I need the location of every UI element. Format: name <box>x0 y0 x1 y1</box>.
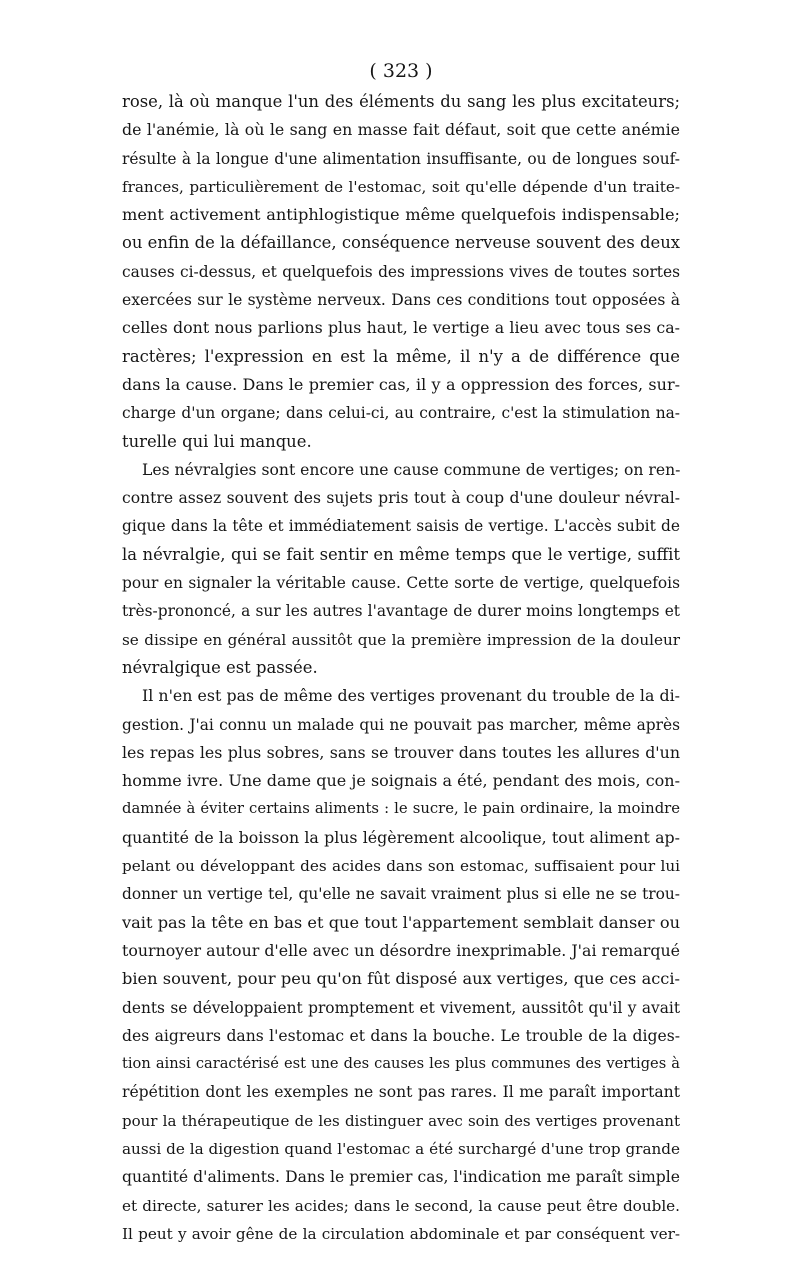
text-line: quantité de la boisson la plus légèrement alcoolique, tout aliment ap- <box>122 827 680 847</box>
text-line: Il peut y avoir gêne de la circulation abdominale et par conséquent ver- <box>122 1224 680 1243</box>
text-line: donner un vertige tel, qu'elle ne savait vraiment plus si elle ne se trou- <box>122 885 680 904</box>
text-line: pour la thérapeutique de les distinguer avec soin des vertiges provenant <box>122 1111 680 1130</box>
text-line: ou enfin de la défaillance, conséquence nerveuse souvent des deux <box>122 233 680 253</box>
text-line: ractères; l'expression en est la même, il n'y a de différence que <box>122 346 680 366</box>
text-line: pour en signaler la véritable cause. Cette sorte de vertige, quelquefois <box>122 574 680 593</box>
text-line: causes ci-dessus, et quelquefois des impressions vives de toutes sortes <box>122 262 680 281</box>
text-line: dans la cause. Dans le premier cas, il y a oppression des forces, sur- <box>122 374 680 394</box>
text-line: pelant ou développant des acides dans son estomac, suffisaient pour lui <box>122 857 680 876</box>
text-line: la névralgie, qui se fait sentir en même temps que le vertige, suffit <box>122 544 680 564</box>
text-line: très-prononcé, a sur les autres l'avantage de durer moins longtemps et <box>122 602 680 621</box>
text-line: exercées sur le système nerveux. Dans ces conditions tout opposées à <box>122 291 680 310</box>
text-line: les repas les plus sobres, sans se trouver dans toutes les allures d'un <box>122 742 680 762</box>
text-line: se dissipe en général aussitôt que la première impression de la douleur <box>122 630 680 649</box>
text-line: résulte à la longue d'une alimentation insuffisante, ou de longues souf- <box>122 149 680 168</box>
text-line: tion ainsi caractérisé est une des causes les plus communes des vertiges à <box>122 1055 680 1073</box>
paragraph-neuralgia <box>122 456 680 682</box>
text-line: Les névralgies sont encore une cause commune de vertiges; on ren- <box>142 460 681 479</box>
text-line: répétition dont les exemples ne sont pas rares. Il me paraît important <box>122 1083 680 1102</box>
text-line: frances, particulièrement de l'estomac, soit qu'elle dépende d'un traite- <box>122 177 680 196</box>
text-line: bien souvent, pour peu qu'on fût disposé aux vertiges, que ces acci- <box>122 969 680 989</box>
text-line: tournoyer autour d'elle avec un désordre inexprimable. J'ai remarqué <box>122 940 680 960</box>
text-line: névralgique est passée. <box>122 657 318 677</box>
text-line: vait pas la tête en bas et que tout l'appartement semblait danser ou <box>122 912 680 932</box>
paragraph-digestion <box>122 682 680 1248</box>
text-line: homme ivre. Une dame que je soignais a été, pendant des mois, con- <box>122 771 680 791</box>
text-line: damnée à éviter certains aliments : le sucre, le pain ordinaire, la moindre <box>122 800 680 818</box>
text-line: rose, là où manque l'un des éléments du sang les plus excitateurs; <box>122 92 680 111</box>
text-line: Il n'en est pas de même des vertiges provenant du trouble de la di- <box>142 686 680 706</box>
page-number: ( 323 ) <box>369 60 433 82</box>
text-line: charge d'un organe; dans celui-ci, au contraire, c'est la stimulation na- <box>122 404 680 423</box>
text-line: quantité d'aliments. Dans le premier cas, l'indication me paraît simple <box>122 1168 680 1187</box>
text-line: gestion. J'ai connu un malade qui ne pouvait pas marcher, même après <box>122 715 680 734</box>
paragraph-anemia <box>122 88 680 456</box>
text-line: celles dont nous parlions plus haut, le vertige a lieu avec tous ses ca- <box>122 318 680 338</box>
text-line: gique dans la tête et immédiatement saisis de vertige. L'accès subit de <box>122 517 680 536</box>
text-line: et directe, saturer les acides; dans le second, la cause peut être double. <box>122 1196 680 1215</box>
text-line: ment activement antiphlogistique même quelquefois indispensable; <box>122 205 680 225</box>
text-line: dents se développaient promptement et vivement, aussitôt qu'il y avait <box>122 998 680 1017</box>
text-line: des aigreurs dans l'estomac et dans la bouche. Le trouble de la diges- <box>122 1026 680 1045</box>
text-line: turelle qui lui manque. <box>122 431 312 451</box>
book-page <box>122 56 680 1248</box>
text-line: aussi de la digestion quand l'estomac a été surchargé d'une trop grande <box>122 1139 680 1158</box>
text-line: contre assez souvent des sujets pris tout à coup d'une douleur névral- <box>122 489 680 508</box>
text-line: de l'anémie, là où le sang en masse fait défaut, soit que cette anémie <box>122 120 680 140</box>
